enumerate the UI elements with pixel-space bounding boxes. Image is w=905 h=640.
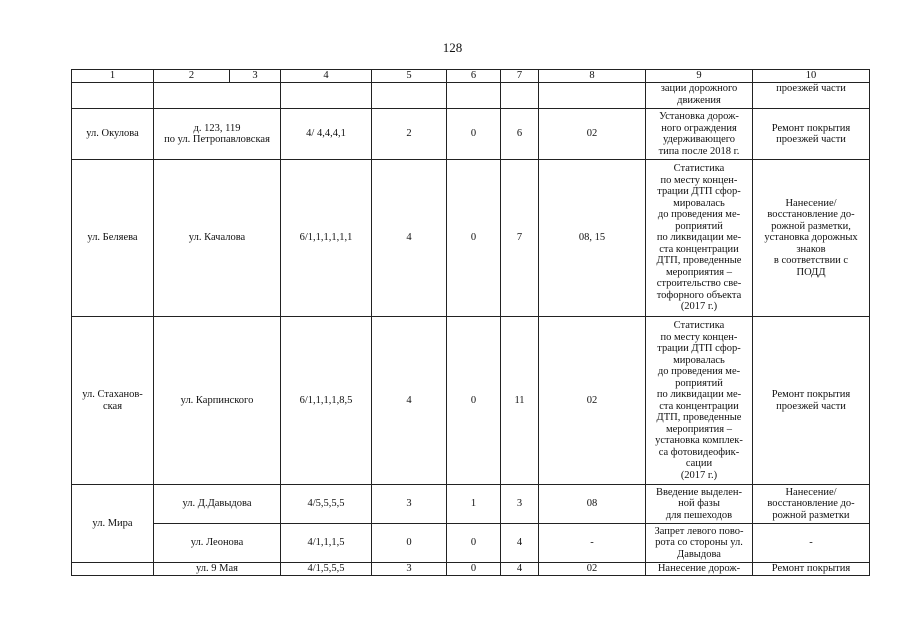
measures-table: [71, 69, 870, 576]
value-cell: 0: [447, 317, 501, 485]
measure-cell: Введение выделен- ной фазы для пешеходов: [646, 485, 753, 524]
section-cell: ул. Карпинского: [154, 317, 281, 485]
table-row: [72, 160, 870, 317]
street-cell: ул. Беляева: [72, 160, 154, 317]
accidents-cell: 6/1,1,1,1,8,5: [281, 317, 372, 485]
section-cell: д. 123, 119 по ул. Петропавловская: [154, 109, 281, 160]
value-cell: 0: [447, 524, 501, 563]
table-row: [72, 524, 870, 563]
work-cell: -: [753, 524, 870, 563]
code-cell: 08, 15: [539, 160, 646, 317]
header-cell: 7: [501, 70, 539, 83]
section-cell: ул. 9 Мая: [154, 563, 281, 576]
code-cell: -: [539, 524, 646, 563]
value-cell: 0: [447, 109, 501, 160]
header-cell: 4: [281, 70, 372, 83]
header-cell: 5: [372, 70, 447, 83]
work-cell: Нанесение/ восстановление до- рожной разметки, установка дорожных знаков в соответствии с ПОДД: [753, 160, 870, 317]
measure-cell: Установка дорож- ного ограждения удерживающего типа после 2018 г.: [646, 109, 753, 160]
accidents-cell: 4/1,1,1,5: [281, 524, 372, 563]
table-row: [72, 317, 870, 485]
work-cell: Ремонт покрытия: [753, 563, 870, 576]
measure-cell: Статистика по месту концен- трации ДТП сфор- мировалась до проведения ме- роприятий по ликвидации ме- ста концентрации ДТП, проведенные мероприятия – установка комплек- са фотовидеофик- сации (2017 г.): [646, 317, 753, 485]
street-cell: ул. Окулова: [72, 109, 154, 160]
header-cell: 2: [154, 70, 230, 83]
header-row: [72, 70, 870, 83]
street-cell: ул. Стаханов- ская: [72, 317, 154, 485]
work-cell: проезжей части: [753, 83, 870, 109]
value-cell: 4: [372, 160, 447, 317]
value-cell: 7: [501, 160, 539, 317]
table-row: [72, 109, 870, 160]
table-row: [72, 563, 870, 576]
page-number: 128: [442, 40, 463, 55]
measure-cell: Нанесение дорож-: [646, 563, 753, 576]
measure-cell: Статистика по месту концен- трации ДТП сфор- мировалась до проведения ме- роприятий по ликвидации ме- ста концентрации ДТП, проведенные мероприятия – строительство све- тофорного объекта (2017 г.): [646, 160, 753, 317]
value-cell: 2: [372, 109, 447, 160]
work-cell: Ремонт покрытия проезжей части: [753, 109, 870, 160]
section-cell: ул. Д.Давыдова: [154, 485, 281, 524]
header-cell: 6: [447, 70, 501, 83]
header-cell: 9: [646, 70, 753, 83]
measure-cell: зации дорожного движения: [646, 83, 753, 109]
value-cell: 3: [372, 485, 447, 524]
header-cell: 3: [230, 70, 281, 83]
value-cell: 6: [501, 109, 539, 160]
section-cell: ул. Качалова: [154, 160, 281, 317]
value-cell: 0: [447, 563, 501, 576]
header-cell: 1: [72, 70, 154, 83]
value-cell: 4: [372, 317, 447, 485]
value-cell: 4: [501, 524, 539, 563]
header-cell: 10: [753, 70, 870, 83]
accidents-cell: 4/1,5,5,5: [281, 563, 372, 576]
table-row: [72, 485, 870, 524]
accidents-cell: 4/ 4,4,4,1: [281, 109, 372, 160]
measure-cell: Запрет левого пово- рота со стороны ул. Давыдова: [646, 524, 753, 563]
work-cell: Нанесение/ восстановление до- рожной разметки: [753, 485, 870, 524]
street-cell: ул. Мира: [72, 485, 154, 563]
work-cell: Ремонт покрытия проезжей части: [753, 317, 870, 485]
value-cell: 0: [447, 160, 501, 317]
code-cell: 02: [539, 109, 646, 160]
code-cell: 02: [539, 563, 646, 576]
continuation-row: [72, 83, 870, 109]
value-cell: 4: [501, 563, 539, 576]
value-cell: 3: [372, 563, 447, 576]
accidents-cell: 6/1,1,1,1,1,1: [281, 160, 372, 317]
header-cell: 8: [539, 70, 646, 83]
value-cell: 3: [501, 485, 539, 524]
accidents-cell: 4/5,5,5,5: [281, 485, 372, 524]
section-cell: ул. Леонова: [154, 524, 281, 563]
value-cell: 1: [447, 485, 501, 524]
value-cell: 0: [372, 524, 447, 563]
code-cell: 08: [539, 485, 646, 524]
code-cell: 02: [539, 317, 646, 485]
value-cell: 11: [501, 317, 539, 485]
